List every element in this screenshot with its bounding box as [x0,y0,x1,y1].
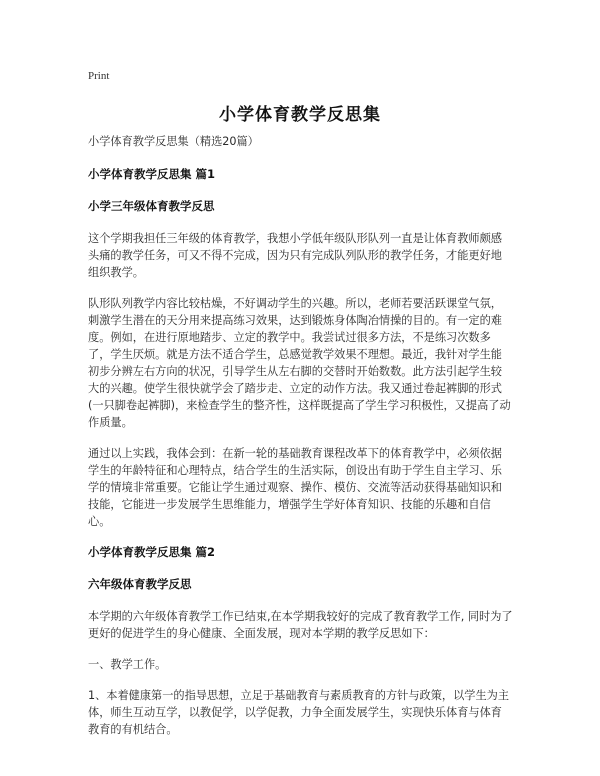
document-body [88,133,513,752]
document-subtitle: 小学体育教学反思集（精选20篇） [88,135,259,148]
section1-paragraph: 这个学期我担任三年级的体育教学，我想小学低年级队形队列一直是让体育教师颇感头痛的教学任务，可又不得不完成，因为只有完成队列队形的教学任务，才能更好地组织教学。 [88,232,502,279]
section1-paragraph: 通过以上实践，我体会到：在新一轮的基础教育课程改革下的体育教学中，必须依据学生的年龄特征和心理特点，结合学生的生活实际，创设出有助于学生自主学习、乐学的情境非常重要。它能让学生通过观察、操作、模仿、交流等活动获得基础知识和技能，它能进一步发展学生思维能力，增强学生学好体育知识、技能的乐趣和自信心。 [88,447,502,528]
section2-paragraph: 1、本着健康第一的指导思想，立足于基础教育与素质教育的方针与政策，以学生为主体，师生互动互学，以教促学，以学促教，力争全面发展学生，实现快乐体育与体育教育的有机结合。 [88,689,510,736]
section1-subheading: 小学三年级体育教学反思 [88,199,215,213]
section2-paragraph: 本学期的六年级体育教学工作已结束,在本学期我较好的完成了教育教学工作, 同时为了更好的促进学生的身心健康、全面发展，现对本学期的教学反思如下： [88,610,513,640]
document-title: 小学体育教学反思集 [219,105,381,125]
section1-heading: 小学体育教学反思集 篇1 [88,167,216,181]
section2-paragraph: 一、教学工作。 [88,658,167,671]
section1-paragraph: 队形队列教学内容比较枯燥，不好调动学生的兴趣。所以，老师若要活跃课堂气氛，刺激学生潜在的天分用来提高练习效果，达到锻炼身体陶冶情操的目的。有一定的难度。例如，在进行原地踏步、立定的教学中。我尝试过很多方法，不是练习次数多了，学生厌烦。就是方法不适合学生，总感觉教学效果不理想。最近，我针对学生能初步分辨左右方向的状况，引导学生从左右脚的交替时开始数数。此方法引起学生较大的兴趣。使学生很快就学会了踏步走、立定的动作方法。我又通过卷起裤脚的形式(一只脚卷起裤脚)，来检查学生的整齐性，这样既提高了学生学习积极性，又提高了动作质量。 [88,297,511,429]
section2-heading: 小学体育教学反思集 篇2 [88,545,216,559]
print-label: Print [88,70,110,82]
section2-subheading: 六年级体育教学反思 [88,577,192,591]
